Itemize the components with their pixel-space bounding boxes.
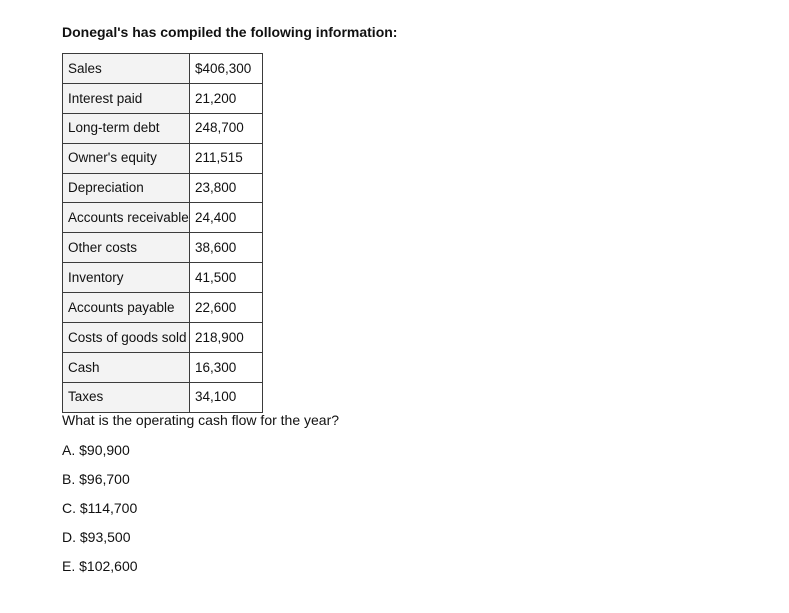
table-value-cell: 16,300: [190, 352, 263, 382]
info-table-wrapper: [62, 53, 263, 413]
table-label-cell: Accounts receivable: [63, 203, 190, 233]
question-text: What is the operating cash flow for the year?: [62, 412, 340, 428]
table-row: [63, 263, 263, 293]
table-value-cell: 34,100: [190, 382, 263, 412]
table-label-cell: Other costs: [63, 233, 190, 263]
table-row: [63, 352, 263, 382]
table-row: [63, 113, 263, 143]
table-row: [63, 203, 263, 233]
answer-choices-list: [62, 441, 138, 585]
table-row: [63, 233, 263, 263]
table-value-cell: 248,700: [190, 113, 263, 143]
table-label-cell: Taxes: [63, 382, 190, 412]
table-value-cell: 23,800: [190, 173, 263, 203]
table-value-cell: 218,900: [190, 323, 263, 353]
table-value-cell: 211,515: [190, 143, 263, 173]
table-value-cell: 24,400: [190, 203, 263, 233]
table-value-cell: 21,200: [190, 83, 263, 113]
table-label-cell: Costs of goods sold: [63, 323, 190, 353]
answer-choice-c[interactable]: C. $114,700: [62, 499, 138, 516]
answer-choice-e[interactable]: E. $102,600: [62, 557, 138, 574]
table-value-cell: $406,300: [190, 54, 263, 84]
table-label-cell: Long-term debt: [63, 113, 190, 143]
table-row: [63, 54, 263, 84]
answer-choice-b[interactable]: B. $96,700: [62, 470, 130, 487]
table-label-cell: Sales: [63, 54, 190, 84]
answer-choice-a[interactable]: A. $90,900: [62, 442, 130, 458]
table-row: [63, 382, 263, 412]
table-row: [63, 323, 263, 353]
prompt-text: Donegal's has compiled the following information:: [62, 24, 398, 40]
table-label-cell: Cash: [63, 352, 190, 382]
table-label-cell: Owner's equity: [63, 143, 190, 173]
table-row: [63, 83, 263, 113]
answer-choice-d[interactable]: D. $93,500: [62, 528, 131, 545]
table-value-cell: 41,500: [190, 263, 263, 293]
table-label-cell: Interest paid: [63, 83, 190, 113]
table-row: [63, 293, 263, 323]
table-label-cell: Depreciation: [63, 173, 190, 203]
table-row: [63, 143, 263, 173]
table-row: [63, 173, 263, 203]
table-value-cell: 22,600: [190, 293, 263, 323]
table-value-cell: 38,600: [190, 233, 263, 263]
table-label-cell: Inventory: [63, 263, 190, 293]
table-label-cell: Accounts payable: [63, 293, 190, 323]
financial-info-table: [62, 53, 263, 413]
